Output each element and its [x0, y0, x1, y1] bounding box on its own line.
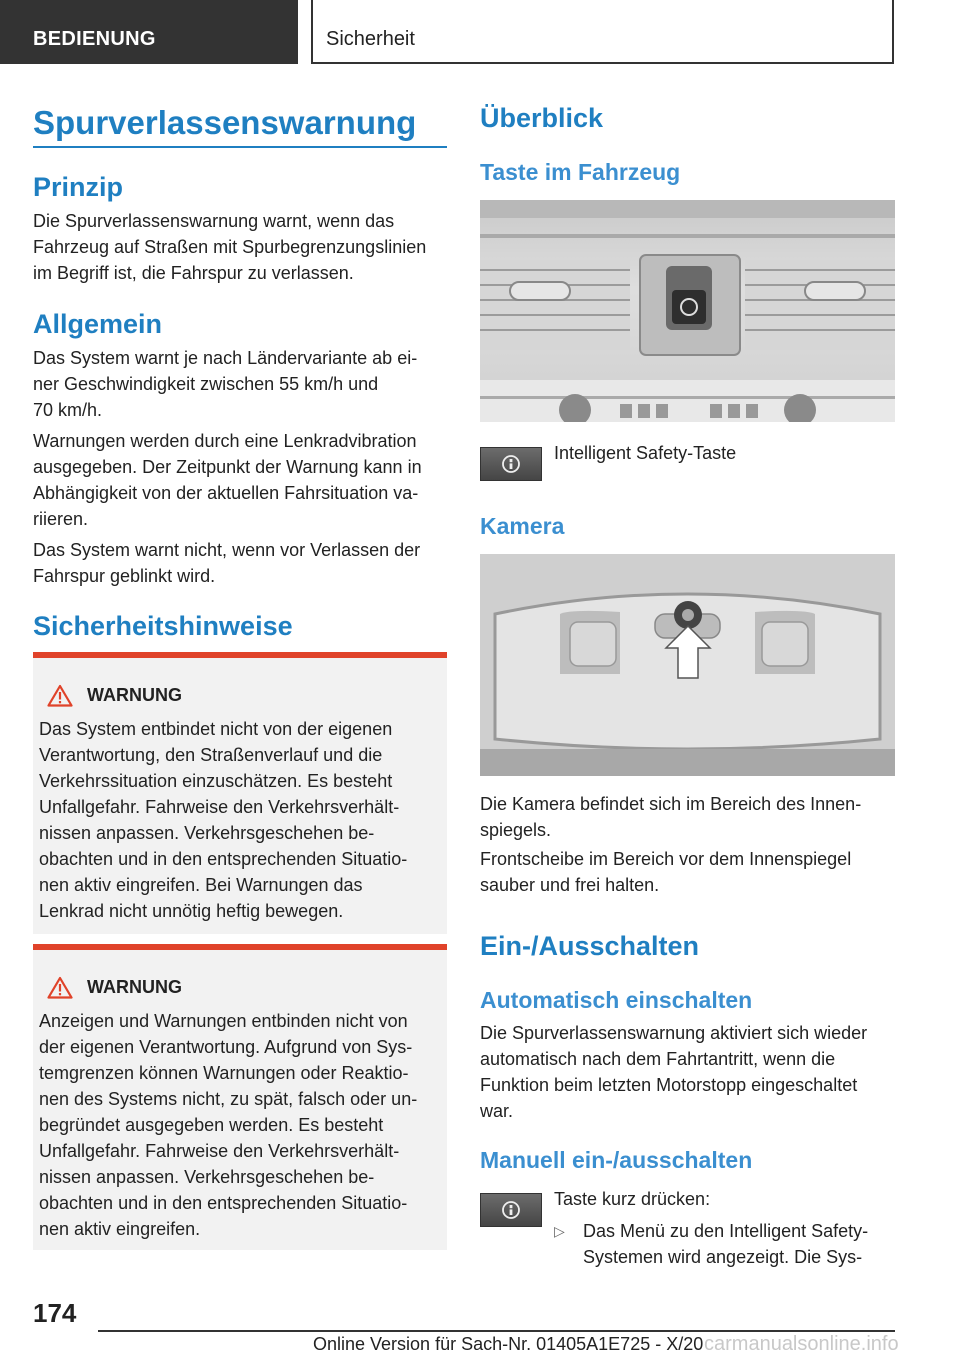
warning-header-1: [47, 684, 182, 707]
key-caption: Intelligent Safety-Taste: [554, 443, 737, 463]
manuell-intro: Taste kurz drücken:: [554, 1189, 711, 1209]
warning-triangle-icon: [47, 684, 73, 707]
warning-box-2: [33, 944, 447, 1250]
footer-text: Online Version für Sach-Nr. 01405A1E725 - X/20: [313, 1334, 704, 1354]
heading-sicherheitshinweise: Sicherheitshinweise: [33, 611, 293, 641]
heading-ueberblick: Überblick: [480, 103, 604, 133]
intelligent-safety-key-icon: [480, 1193, 542, 1227]
heading-automatisch: Automatisch einschalten: [480, 987, 753, 1013]
bullet-triangle-icon: ▷: [554, 1223, 565, 1239]
chapter-tab: [0, 0, 298, 64]
automatisch-text: Die Spurverlassenswarnung aktiviert sich wieder automatisch nach dem Fahrtantritt, wenn die Funktion beim letzten Motorstopp eingeschaltet war.: [480, 1023, 868, 1121]
kamera-text-2: Frontscheibe im Bereich vor dem Innenspiegel sauber und frei halten.: [480, 849, 852, 895]
watermark: carmanualsonline.info: [704, 1333, 899, 1355]
allgemein-text-2: Warnungen werden durch eine Lenkradvibration ausgegeben. Der Zeitpunkt der Warnung kann in Abhängigkeit von der aktuellen Fahrsituation va‐ riieren.: [33, 431, 422, 529]
bullet-item: ▷ Das Menü zu den Intelligent Safety- Systemen wird angezeigt. Die Sys‐: [554, 1218, 899, 1270]
warning-label-1: WARNUNG: [87, 685, 182, 705]
section-label: Sicherheit: [326, 28, 415, 50]
page-number: 174: [33, 1298, 77, 1328]
warning-text-2: Anzeigen und Warnungen entbinden nicht von der eigenen Verantwortung. Aufgrund von Sys‐ temgrenzen können Warnungen oder Reaktio‐ nen des Systems nicht, zu spät, falsch oder un‐ begründet ausgegeben werden. Es besteht Unfallgefahr. Fahrweise den Verkehrsverhält‐ nissen anpassen. Verkehrsgeschehen be‐ obachten und in den entsprechenden Situatio‐ nen aktiv eingreifen.: [39, 1011, 418, 1239]
kamera-text-1: Die Kamera befindet sich im Bereich des Innen‐ spiegels.: [480, 794, 862, 840]
heading-allgemein: Allgemein: [33, 309, 163, 339]
title-divider: [33, 146, 447, 148]
section-tab: [311, 0, 894, 64]
warning-triangle-icon: [47, 976, 73, 999]
warning-box-1: [33, 652, 447, 934]
heading-taste: Taste im Fahrzeug: [480, 159, 681, 185]
heading-ein-ausschalten: Ein-/Ausschalten: [480, 931, 700, 961]
warning-header-2: [47, 976, 182, 999]
heading-prinzip: Prinzip: [33, 172, 124, 202]
prinzip-text: Die Spurverlassenswarnung warnt, wenn das Fahrzeug auf Straßen mit Spurbegrenzungslinien im Begriff ist, die Fahrspur zu verlassen.: [33, 211, 427, 283]
warning-label-2: WARNUNG: [87, 977, 182, 997]
page-title: Spurverlassenswarnung: [33, 104, 417, 141]
heading-manuell: Manuell ein-/ausschalten: [480, 1147, 753, 1173]
chapter-label: BEDIENUNG: [33, 28, 156, 50]
warning-text-1: Das System entbindet nicht von der eigenen Verantwortung, den Straßenverlauf und die Verkehrssituation einzuschätzen. Es besteht Unfallgefahr. Fahrweise den Verkehrsverhält‐ nissen anpassen. Verkehrsgeschehen be‐ obachten und in den entsprechenden Situatio‐ nen aktiv eingreifen. Bei Warnungen das Lenkrad nicht unnötig heftig bewegen.: [39, 719, 408, 921]
camera-photo: [480, 554, 895, 776]
dashboard-button-photo: [480, 200, 895, 422]
allgemein-text-1: Das System warnt je nach Ländervariante ab ei‐ ner Geschwindigkeit zwischen 55 km/h und 70 km/h.: [33, 348, 418, 420]
heading-kamera: Kamera: [480, 513, 565, 539]
allgemein-text-3: Das System warnt nicht, wenn vor Verlassen der Fahrspur geblinkt wird.: [33, 540, 421, 586]
intelligent-safety-key-icon: [480, 447, 542, 481]
footer-divider: [98, 1330, 895, 1332]
